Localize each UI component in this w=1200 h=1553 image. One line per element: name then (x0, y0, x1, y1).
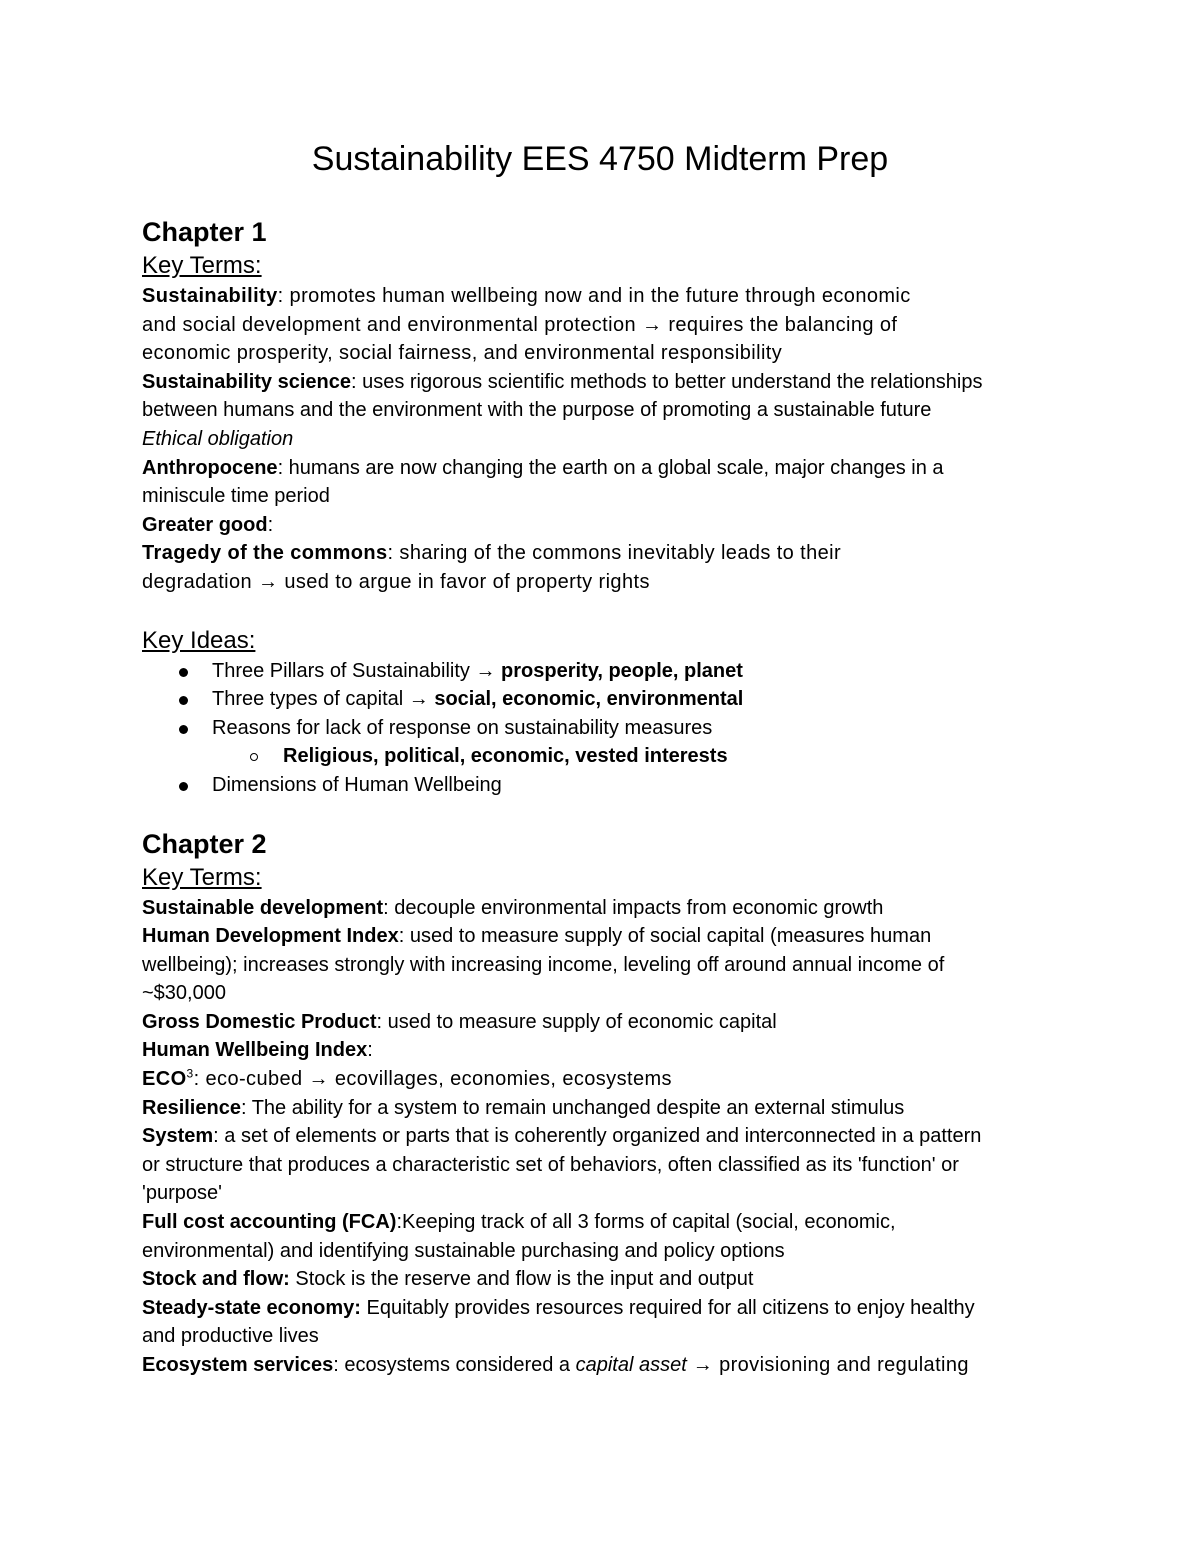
term-label: Greater good (142, 513, 268, 536)
term-label: Stock and flow: (142, 1268, 290, 1291)
list-item (142, 685, 1072, 714)
term-definition-line: miniscule time period (142, 485, 330, 508)
term-label: Gross Domestic Product (142, 1010, 377, 1033)
term-label: Human Wellbeing Index (142, 1039, 368, 1062)
term-stock-and-flow (142, 1265, 1072, 1294)
term-label: Steady-state economy: (142, 1296, 361, 1319)
term-definition-line: wellbeing); increases strongly with increasing income, leveling off around annual income of (142, 953, 945, 976)
list-item (142, 657, 1072, 686)
term-definition-line: ~$30,000 (142, 982, 226, 1005)
term-human-development-index (142, 922, 1072, 1008)
term-definition: : The ability for a system to remain unchanged despite an external stimulus (240, 1096, 905, 1119)
list-item (142, 714, 1072, 743)
term-gross-domestic-product (142, 1008, 1072, 1037)
term-definition: :Keeping track of all 3 forms of capital (social, economic, (396, 1211, 896, 1234)
chapter-1-key-ideas-heading: Key Ideas: (142, 626, 256, 654)
term-definition: : decouple environmental impacts from economic growth (383, 896, 884, 919)
term-system (142, 1122, 1072, 1208)
term-label: Sustainability science (142, 370, 351, 393)
term-greater-good (142, 511, 1072, 540)
term-label: Ecosystem services (142, 1354, 334, 1376)
term-label: Sustainability (142, 285, 278, 307)
term-label: Resilience (142, 1096, 241, 1119)
term-definition: : uses rigorous scientific methods to better understand the relationships (350, 370, 983, 393)
term-definition: : used to measure supply of social capital (measures human (398, 925, 932, 948)
term-definition: : promotes human wellbeing now and in the future through economic (277, 285, 911, 307)
term-definition: : (267, 513, 274, 536)
term-eco-cubed (142, 1065, 1072, 1094)
term-anthropocene (142, 454, 1072, 511)
key-ideas-list (142, 657, 1072, 800)
list-item-text: Reasons for lack of response on sustainability measures (212, 716, 713, 739)
term-steady-state-economy (142, 1294, 1072, 1351)
term-definition: : (367, 1039, 373, 1062)
term-label: Tragedy of the commons (142, 542, 388, 565)
term-definition-line: environmental) and identifying sustainable purchasing and policy options (142, 1239, 785, 1262)
term-sustainability (142, 282, 1072, 368)
term-definition: → provisioning and regulating (686, 1354, 969, 1376)
term-sustainability-science (142, 368, 1072, 425)
term-definition: : sharing of the commons inevitably leads to their (387, 542, 842, 565)
term-definition-line: 'purpose' (142, 1182, 222, 1205)
term-definition-line: between humans and the environment with the purpose of promoting a sustainable future (142, 399, 932, 422)
term-definition: : used to measure supply of economic capital (376, 1010, 777, 1033)
term-label: Human Development Index (142, 925, 399, 948)
chapter-2-heading: Chapter 2 (142, 828, 267, 859)
term-definition: : humans are now changing the earth on a global scale, major changes in a (277, 456, 944, 479)
term-human-wellbeing-index (142, 1036, 1072, 1065)
spacer (142, 597, 1072, 625)
list-item (142, 771, 1072, 800)
term-ethical-obligation: Ethical obligation (142, 427, 294, 450)
term-label: System (142, 1125, 214, 1148)
chapter-1-key-terms-heading: Key Terms: (142, 252, 262, 279)
chapter-2-key-terms-heading: Key Terms: (142, 863, 262, 891)
term-definition: : eco-cubed → ecovillages, economies, ecosystems (193, 1068, 672, 1091)
term-definition-line: and social development and environmental protection → requires the balancing of (142, 313, 898, 336)
term-definition-line: or structure that produces a characteristic set of behaviors, often classified as its 'function' or (142, 1153, 959, 1176)
list-item-bold: prosperity, people, planet (501, 659, 743, 682)
term-label: Anthropocene (142, 456, 278, 479)
document-title: Sustainability EES 4750 Midterm Prep (311, 140, 889, 178)
chapter-1-heading: Chapter 1 (142, 217, 267, 247)
term-label: Full cost accounting (FCA) (142, 1211, 397, 1234)
term-definition: : a set of elements or parts that is coherently organized and interconnected in a pattern (213, 1125, 982, 1148)
term-label: ECO (142, 1068, 187, 1091)
term-definition-italic: capital asset (575, 1354, 687, 1376)
term-sustainable-development (142, 894, 1072, 923)
term-definition: : ecosystems considered a (333, 1354, 576, 1376)
term-label: Sustainable development (142, 896, 384, 919)
spacer (142, 800, 1072, 822)
list-item-text: Dimensions of Human Wellbeing (212, 773, 502, 796)
term-definition-line: and productive lives (142, 1325, 319, 1348)
term-resilience (142, 1094, 1072, 1123)
sub-list-item: Religious, political, economic, vested interests (142, 742, 1072, 771)
term-ecosystem-services (142, 1351, 1072, 1380)
list-item-text: Three types of capital → (212, 688, 435, 711)
list-item-bold: social, economic, environmental (434, 688, 744, 711)
term-definition: Equitably provides resources required for all citizens to enjoy healthy (360, 1296, 975, 1319)
list-item-text: Three Pillars of Sustainability → (212, 659, 502, 682)
term-tragedy-of-the-commons (142, 539, 1072, 596)
term-definition-line: economic prosperity, social fairness, and environmental responsibility (142, 342, 783, 365)
term-definition: Stock is the reserve and flow is the input and output (289, 1268, 754, 1291)
document-body (142, 210, 1072, 1380)
term-full-cost-accounting (142, 1208, 1072, 1265)
term-definition-line: degradation → used to argue in favor of property rights (142, 570, 650, 593)
superscript: 3 (186, 1066, 194, 1081)
